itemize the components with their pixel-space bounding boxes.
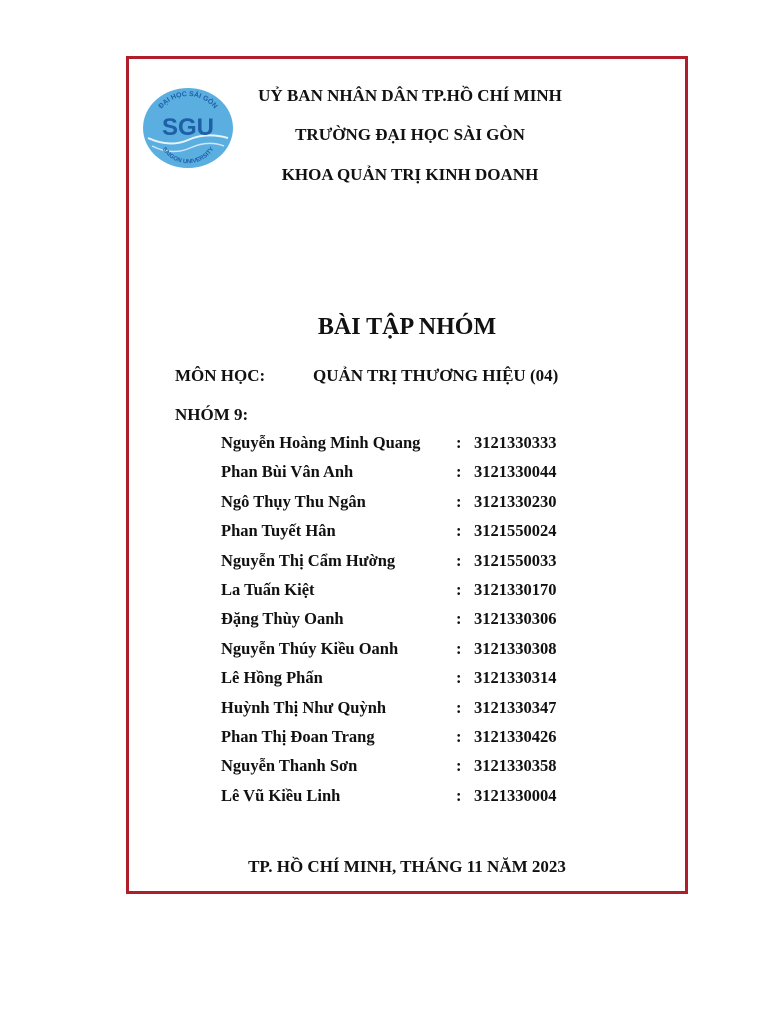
member-id: 3121330170 bbox=[474, 579, 557, 599]
document-title: BÀI TẬP NHÓM bbox=[317, 314, 497, 340]
member-name: Đặng Thùy Oanh bbox=[221, 609, 344, 629]
member-separator: : bbox=[456, 491, 462, 511]
member-name: Lê Vũ Kiều Linh bbox=[221, 785, 341, 805]
member-name: Huỳnh Thị Như Quỳnh bbox=[221, 697, 387, 717]
member-separator: : bbox=[456, 756, 462, 776]
member-separator: : bbox=[456, 638, 462, 658]
header-university: TRƯỜNG ĐẠI HỌC SÀI GÒN bbox=[295, 125, 525, 144]
member-separator: : bbox=[456, 521, 462, 541]
member-name: Nguyễn Hoàng Minh Quang bbox=[221, 433, 421, 452]
member-id: 3121330347 bbox=[474, 697, 557, 717]
member-separator: : bbox=[456, 785, 462, 805]
subject-value: QUẢN TRỊ THƯƠNG HIỆU (04) bbox=[313, 366, 559, 385]
member-name: La Tuấn Kiệt bbox=[221, 579, 315, 599]
member-name: Lê Hồng Phấn bbox=[221, 668, 323, 688]
member-name: Nguyễn Thanh Sơn bbox=[221, 756, 358, 776]
member-id: 3121330230 bbox=[474, 491, 557, 511]
member-id: 3121330314 bbox=[474, 668, 557, 688]
logo-text: SGU bbox=[161, 114, 215, 141]
member-id: 3121330004 bbox=[474, 785, 557, 805]
member-id: 3121550024 bbox=[474, 521, 557, 541]
logo-arc-top: ĐẠI HỌC SÀI GÒN bbox=[157, 90, 219, 111]
member-name: Nguyễn Thúy Kiều Oanh bbox=[221, 638, 399, 658]
member-separator: : bbox=[456, 550, 462, 570]
footer-place-date: TP. HỒ CHÍ MINH, THÁNG 11 NĂM 2023 bbox=[248, 857, 566, 876]
member-id: 3121550033 bbox=[474, 550, 557, 570]
member-name: Phan Tuyết Hân bbox=[221, 521, 336, 541]
member-id: 3121330333 bbox=[474, 433, 557, 452]
subject-label: MÔN HỌC: bbox=[175, 366, 266, 385]
member-id: 3121330426 bbox=[474, 726, 557, 746]
member-id: 3121330044 bbox=[474, 462, 557, 482]
member-id: 3121330308 bbox=[474, 638, 557, 658]
header-committee: UỶ BAN NHÂN DÂN TP.HỒ CHÍ MINH bbox=[258, 86, 562, 105]
member-id: 3121330306 bbox=[474, 609, 557, 629]
member-name: Ngô Thụy Thu Ngân bbox=[221, 491, 366, 511]
member-separator: : bbox=[456, 579, 462, 599]
member-separator: : bbox=[456, 697, 462, 717]
header-faculty: KHOA QUẢN TRỊ KINH DOANH bbox=[281, 165, 539, 184]
member-id: 3121330358 bbox=[474, 756, 557, 776]
member-name: Phan Thị Đoan Trang bbox=[221, 726, 375, 746]
member-separator: : bbox=[456, 668, 462, 688]
member-separator: : bbox=[456, 462, 462, 482]
member-separator: : bbox=[456, 726, 462, 746]
group-label: NHÓM 9: bbox=[175, 405, 249, 424]
member-name: Phan Bùi Vân Anh bbox=[221, 462, 354, 482]
member-separator: : bbox=[456, 609, 462, 629]
member-separator: : bbox=[456, 433, 462, 452]
member-name: Nguyễn Thị Cẩm Hường bbox=[221, 550, 396, 570]
logo-arc-bottom: SAIGON UNIVERSITY bbox=[160, 146, 216, 166]
